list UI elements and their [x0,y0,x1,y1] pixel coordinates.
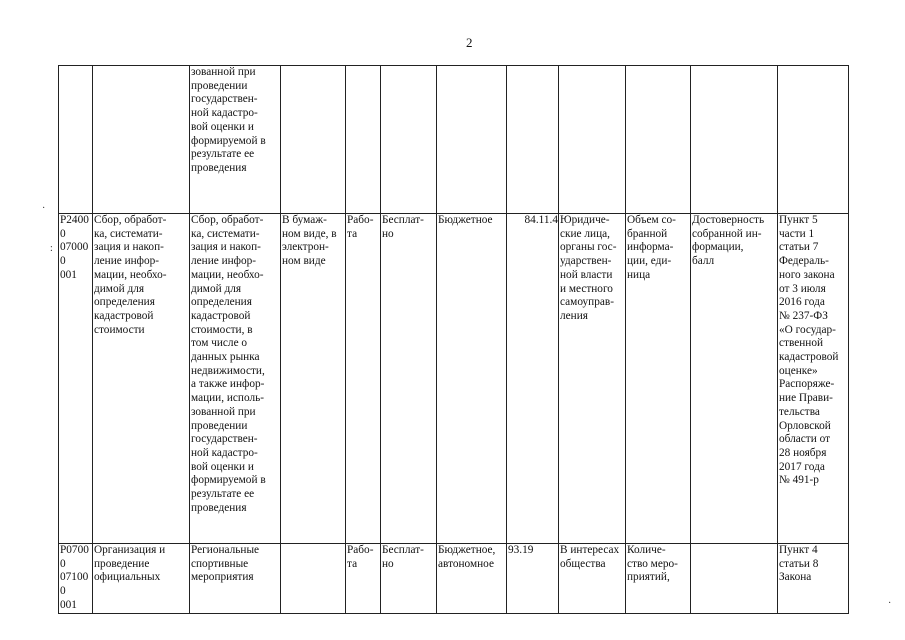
table-cell-type: Рабо- та [346,544,381,614]
table-cell-name [93,66,190,214]
table-cell-payment: Бесплат- но [381,214,437,544]
table-cell-code: Р07000 071000 001 [59,544,93,614]
table-cell-legal-basis: Пункт 5 части 1 статьи 7 Федераль- ного закона от 3 июля 2016 года № 237-ФЗ «О государ- ственной кадастровой оценке» Распоряже- ние Прави- тельства Орловской области от 28 ноября 2017 года № 491-р [778,214,849,544]
table-cell-name: Сбор, обработ- ка, системати- зация и накоп- ление инфор- мации, необхо- димой для определения кадастровой стоимости [93,214,190,544]
page-number: 2 [466,35,473,50]
table-cell-volume-indicator [626,66,691,214]
table-cell-quality-indicator [691,544,778,614]
table-cell-okved: 93.19 [507,544,559,614]
table-cell-quality-indicator: Достоверность собранной ин- формации, балл [691,214,778,544]
table-cell-payment [381,66,437,214]
table-cell-payment: Бесплат- но [381,544,437,614]
table-cell-institution-type: Бюджетное, автономное [437,544,507,614]
table-cell-institution-type [437,66,507,214]
table-cell-okved: 84.11.4 [507,214,559,544]
table-row [59,66,849,214]
table-cell-volume-indicator: Объем со- бранной информа- ции, еди- ница [626,214,691,544]
table-row [59,214,849,544]
table-cell-okved [507,66,559,214]
table-cell-content: Сбор, обработ- ка, системати- зация и накоп- ление инфор- мации, необхо- димой для определения кадастровой стоимости, в том числе о данных рынка недвижимости, а также инфор- мации, исполь- зованной при проведении государствен- ной кадастро- вой оценки и формируемой в результате ее проведения [190,214,281,544]
table-cell-quality-indicator [691,66,778,214]
table-row [59,544,849,614]
margin-mark: · [888,598,892,609]
margin-mark: : [50,243,53,254]
table-cell-content: Региональные спортивные мероприятия [190,544,281,614]
table-cell-type [346,66,381,214]
table-cell-consumers [559,66,626,214]
table-cell-form [281,544,346,614]
services-table [58,65,849,614]
table-cell-code: Р24000 070000 001 [59,214,93,544]
table-cell-content: зованной при проведении государствен- ной кадастро- вой оценки и формируемой в результате ее проведения [190,66,281,214]
table-cell-institution-type: Бюджетное [437,214,507,544]
margin-mark: · [42,203,46,214]
table-cell-name: Организация и проведение официальных [93,544,190,614]
table-cell-form [281,66,346,214]
table-cell-form: В бумаж- ном виде, в электрон- ном виде [281,214,346,544]
table-cell-consumers: Юридиче- ские лица, органы гос- ударствен- ной власти и местного самоуправ- ления [559,214,626,544]
table-cell-volume-indicator: Количе- ство меро- приятий, [626,544,691,614]
table-cell-code [59,66,93,214]
table-cell-legal-basis: Пункт 4 статьи 8 Закона [778,544,849,614]
table-cell-consumers: В интересах общества [559,544,626,614]
table-cell-type: Рабо- та [346,214,381,544]
table-cell-legal-basis [778,66,849,214]
